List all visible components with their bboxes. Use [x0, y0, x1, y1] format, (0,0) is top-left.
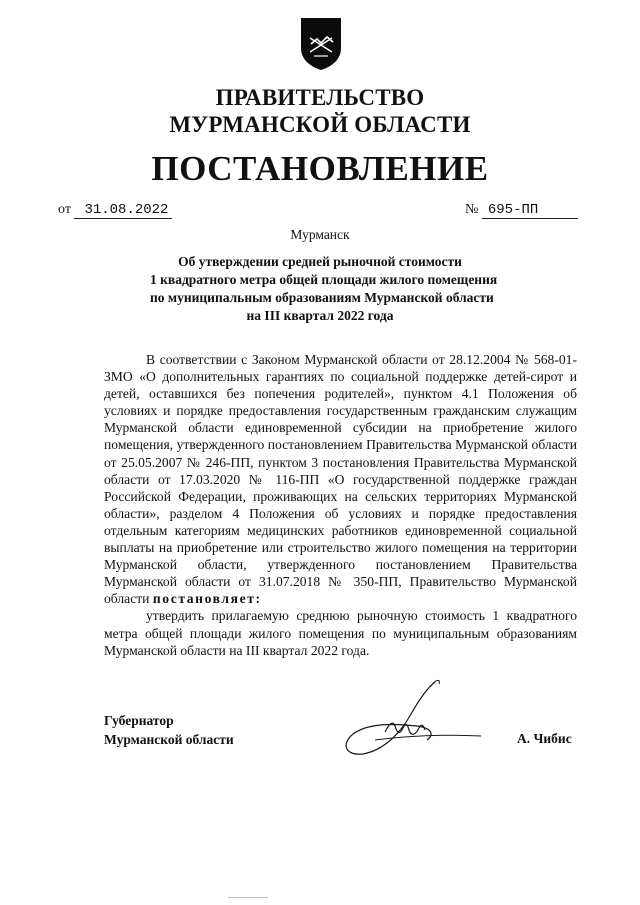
signatory-position — [104, 711, 234, 749]
document-subject — [150, 253, 498, 325]
body-paragraph-1-text: В соответствии с Законом Мурманской области от 28.12.2004 № 568-01-ЗМО «О дополнительных гарантиях по социальной поддержке детей-сирот и детей, оставшихся без попечения родителей», пунктом 4.1 Положения об условиях и порядке предоставления государственным гражданским служащим Мурманской области единовременной субсидии на приобретение жилого помещения, утвержденного постановлением Правительства Мурманской области от 25.05.2007 № 246-ПП, пунктом 3 постановления Правительства Мурманской области от 17.03.2020 № 116-ПП «О государственной поддержке граждан Российской Федерации, проживающих на сельских территориях Мурманской области», разделом 4 Положения об условиях и порядке предоставления отдельным категориям медицинских работников единовременной социальной выплаты на приобретение или строительство жилого помещения на территории Мурманской области, утвержденного постановлением Правительства Мурманской области от 31.07.2018 № 350-ПП, Правительство Мурманской области — [104, 352, 577, 607]
document-number: 695-ПП — [482, 202, 578, 219]
document-date: 31.08.2022 — [74, 202, 172, 219]
footer-divider — [228, 897, 268, 898]
subject-line-4: на III квартал 2022 года — [246, 308, 394, 323]
document-type: ПОСТАНОВЛЕНИЕ — [151, 149, 489, 188]
date-row — [58, 201, 172, 219]
document-body — [104, 351, 577, 659]
signatory-name: А. Чибис — [517, 731, 572, 746]
position-line-2: Мурманской области — [104, 732, 234, 747]
body-paragraph-1 — [104, 351, 577, 607]
subject-line-2: 1 квадратного метра общей площади жилого помещения — [150, 272, 498, 287]
number-prefix: № — [465, 202, 479, 217]
body-paragraph-2: утвердить прилагаемую среднюю рыночную стоимость 1 квадратного метра общей площади жилого помещения по муниципальным образованиям Мурманской области на III квартал 2022 года. — [104, 608, 577, 658]
organization-name — [0, 84, 640, 138]
date-prefix: от — [58, 202, 71, 217]
handwritten-signature — [335, 674, 485, 774]
position-line-1: Губернатор — [104, 713, 174, 728]
city: Мурманск — [290, 227, 350, 242]
subject-line-1: Об утверждении средней рыночной стоимости — [178, 254, 462, 269]
coat-of-arms-icon — [297, 14, 345, 72]
org-line-1: ПРАВИТЕЛЬСТВО — [215, 85, 425, 110]
number-row — [465, 201, 578, 219]
subject-line-3: по муниципальным образованиям Мурманской области — [150, 290, 494, 305]
org-line-2: МУРМАНСКОЙ ОБЛАСТИ — [169, 112, 471, 137]
resolution-keyword: постановляет: — [152, 591, 262, 607]
